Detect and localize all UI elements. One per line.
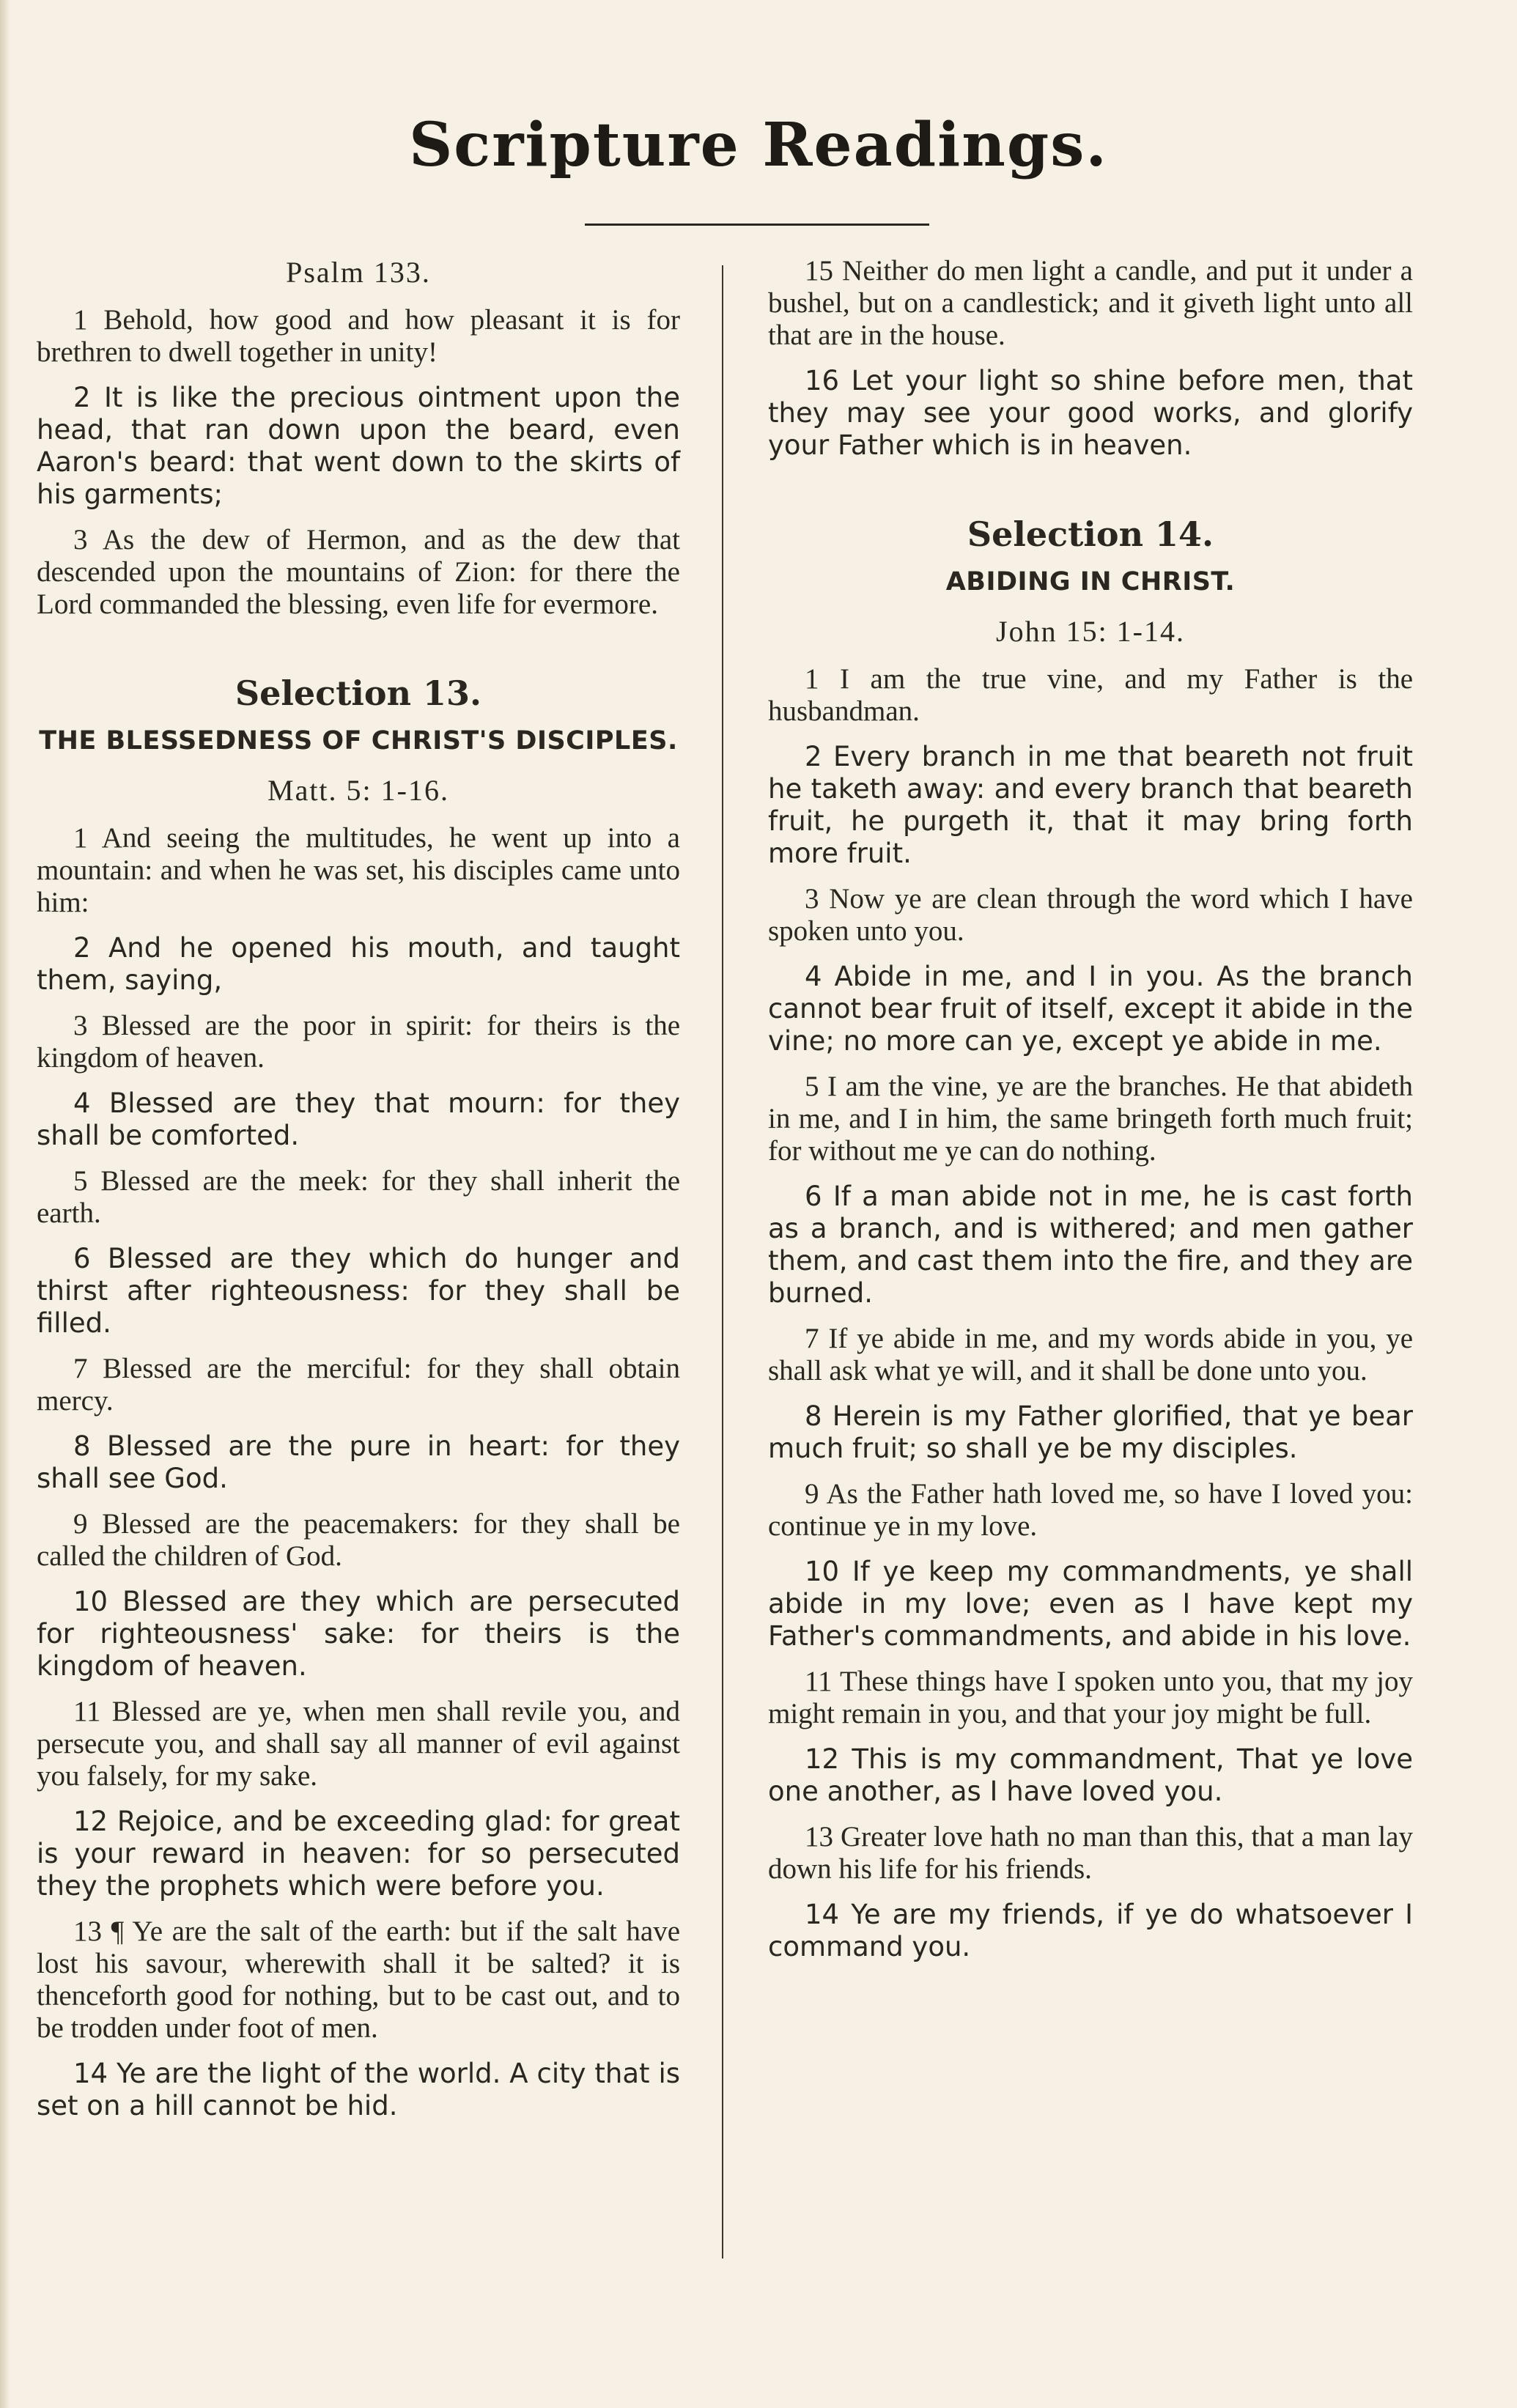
verse-number: 8: [805, 1400, 822, 1432]
verse-text: Let your light so shine before men, that they may see your good works, and glorify your Father which is in heaven.: [768, 365, 1413, 461]
verse: [37, 1430, 680, 1495]
verse-number: 3: [73, 524, 88, 555]
verse-number: 11: [73, 1696, 101, 1727]
verse-text: Blessed are the meek: for they shall inherit the earth.: [37, 1165, 680, 1229]
column-divider: [722, 265, 723, 2259]
verse-number: 4: [73, 1087, 91, 1119]
verse: [768, 1323, 1413, 1387]
verse-text: Abide in me, and I in you. As the branch cannot bear fruit of itself, except it abide in the vine; no more can ye, except ye abide in me.: [768, 961, 1413, 1057]
title-rule: [585, 224, 929, 226]
page-edge-shadow: [0, 0, 10, 2408]
verse-number: 2: [73, 932, 91, 964]
verse-text: Blessed are the poor in spirit: for theirs is the kingdom of heaven.: [37, 1010, 681, 1074]
verse-number: 3: [805, 883, 819, 915]
verse: [768, 365, 1413, 462]
verse: [768, 1899, 1413, 1963]
verse: [768, 1821, 1413, 1886]
verse: [768, 255, 1413, 352]
verse-text: These things have I spoken unto you, that my joy might remain in you, and that your joy might be full.: [768, 1666, 1413, 1729]
verse-text: Herein is my Father glorified, that ye bear much fruit; so shall ye be my disciples.: [768, 1400, 1413, 1464]
verse-number: 1: [805, 663, 819, 695]
verse-number: 1: [73, 304, 88, 336]
verse: [37, 1087, 680, 1152]
verse-text: If ye abide in me, and my words abide in you, ye shall ask what ye will, and it shall be done unto you.: [768, 1323, 1414, 1386]
verse-text: Behold, how good and how pleasant it is for brethren to dwell together in unity!: [37, 304, 681, 368]
verse-number: 6: [805, 1181, 822, 1212]
selection-14-verses: [768, 663, 1413, 1963]
verse-text: It is like the precious ointment upon the head, that ran down upon the beard, even Aaron's beard: that went down to the skirts of his garments;: [37, 382, 680, 510]
selection-13-title: Selection 13.: [235, 673, 482, 713]
selection-13-verses-continued: [768, 255, 1413, 462]
selection-13-reference: Matt. 5: 1-16.: [267, 774, 449, 807]
verse: [768, 1071, 1413, 1167]
verse-text: Blessed are the merciful: for they shall obtain mercy.: [37, 1353, 680, 1417]
verse-number: 5: [73, 1165, 88, 1197]
verse-number: 9: [73, 1508, 88, 1540]
verse: [37, 1696, 680, 1792]
verse-text: Blessed are they which are persecuted for righteousness' sake: for theirs is the kingdom of heaven.: [37, 1586, 681, 1682]
verse: [37, 1243, 680, 1340]
verse-number: 5: [805, 1071, 819, 1102]
verse-number: 14: [73, 2058, 108, 2089]
verse: [768, 961, 1413, 1057]
verse: [37, 304, 680, 369]
verse-number: 7: [73, 1353, 88, 1384]
psalm-verses: [37, 304, 680, 621]
verse-number: 2: [805, 741, 822, 772]
verse-text: Blessed are they which do hunger and thirst after righteousness: for they shall be filled.: [37, 1243, 680, 1339]
verse: [37, 1586, 680, 1683]
verse: [768, 883, 1413, 948]
verse-number: 12: [73, 1806, 108, 1837]
verse: [768, 1478, 1413, 1543]
verse: [37, 1508, 680, 1573]
verse: [37, 2058, 680, 2122]
verse-number: 3: [73, 1010, 88, 1041]
verse: [768, 1556, 1413, 1652]
selection-14-subtitle: ABIDING IN CHRIST.: [945, 567, 1236, 597]
verse: [37, 1010, 680, 1074]
verse-text: This is my commandment, That ye love one another, as I have loved you.: [768, 1743, 1414, 1807]
verse: [768, 1181, 1413, 1310]
verse-text: Neither do men light a candle, and put it under a bushel, but on a candlestick; and it giveth light unto all that are in the house.: [768, 255, 1413, 351]
verse-text: ¶ Ye are the salt of the earth: but if the salt have lost his savour, wherewith shall it be salted? it is thenceforth good for nothing, but to be cast out, and to be trodden under foot of men.: [37, 1916, 681, 2044]
verse: [37, 1916, 680, 2045]
verse: [768, 1743, 1413, 1808]
verse-text: Blessed are the peacemakers: for they shall be called the children of God.: [37, 1508, 680, 1572]
selection-14-title: Selection 14.: [967, 514, 1214, 554]
verse-number: 15: [805, 255, 833, 287]
selection-14-reference: John 15: 1-14.: [996, 615, 1185, 648]
verse: [37, 382, 680, 511]
verse-number: 4: [805, 961, 822, 992]
verse-text: As the Father hath loved me, so have I loved you: continue ye in my love.: [768, 1478, 1413, 1542]
verse: [768, 741, 1413, 870]
verse-text: Ye are the light of the world. A city that is set on a hill cannot be hid.: [37, 2058, 680, 2121]
verse-text: Ye are my friends, if ye do whatsoever I command you.: [768, 1899, 1413, 1962]
verse-text: If ye keep my commandments, ye shall abide in my love; even as I have kept my Father's commandments, and abide in his love.: [768, 1556, 1414, 1652]
verse: [37, 1353, 680, 1417]
psalm-reference: Psalm 133.: [286, 256, 431, 289]
verse-number: 13: [805, 1821, 833, 1853]
verse: [37, 822, 680, 919]
verse-number: 11: [805, 1666, 833, 1697]
selection-13-subtitle: THE BLESSEDNESS OF CHRIST'S DISCIPLES.: [39, 726, 678, 756]
right-column: [768, 255, 1413, 1976]
verse-text: I am the true vine, and my Father is the husbandman.: [768, 663, 1413, 727]
verse-number: 9: [805, 1478, 819, 1510]
verse: [768, 663, 1413, 728]
verse-text: And seeing the multitudes, he went up into a mountain: and when he was set, his disciples came unto him:: [37, 822, 680, 918]
verse-text: Greater love hath no man than this, that a man lay down his life for his friends.: [768, 1821, 1413, 1885]
verse-text: Every branch in me that beareth not fruit he taketh away: and every branch that beareth fruit, he purgeth it, that it may bring forth more fruit.: [768, 741, 1413, 869]
verse: [37, 932, 680, 997]
verse-text: Blessed are ye, when men shall revile you, and persecute you, and shall say all manner of evil against you falsely, for my sake.: [37, 1696, 681, 1792]
verse-number: 2: [73, 382, 91, 413]
verse-number: 13: [73, 1916, 102, 1947]
verse-number: 12: [805, 1743, 840, 1775]
verse-number: 8: [73, 1430, 91, 1462]
verse-text: Blessed are the pure in heart: for they shall see God.: [37, 1430, 681, 1494]
verse-number: 14: [805, 1899, 840, 1930]
verse-text: Blessed are they that mourn: for they shall be comforted.: [37, 1087, 681, 1151]
verse-text: As the dew of Hermon, and as the dew that descended upon the mountains of Zion: for there the Lord commanded the blessing, even life for evermore.: [37, 524, 680, 620]
verse-text: Rejoice, and be exceeding glad: for great is your reward in heaven: for so persecuted they the prophets which were before you.: [37, 1806, 680, 1902]
verse-text: Now ye are clean through the word which I have spoken unto you.: [768, 883, 1413, 947]
page-title: Scripture Readings.: [409, 110, 1108, 180]
verse: [768, 1400, 1413, 1465]
left-column: [37, 255, 680, 2135]
verse: [37, 1165, 680, 1230]
verse-number: 16: [805, 365, 840, 396]
verse-number: 6: [73, 1243, 91, 1274]
verse-number: 10: [805, 1556, 840, 1587]
verse-text: I am the vine, ye are the branches. He that abideth in me, and I in him, the same bringeth forth much fruit; for without me ye can do nothing.: [768, 1071, 1414, 1167]
verse: [37, 524, 680, 621]
verse: [37, 1806, 680, 1902]
verse-text: If a man abide not in me, he is cast forth as a branch, and is withered; and men gather them, and cast them into the fire, and they are burned.: [768, 1181, 1414, 1309]
selection-13-verses: [37, 822, 680, 2122]
verse-number: 1: [73, 822, 88, 854]
verse: [768, 1666, 1413, 1730]
verse-number: 7: [805, 1323, 819, 1354]
verse-number: 10: [73, 1586, 108, 1617]
verse-text: And he opened his mouth, and taught them, saying,: [37, 932, 681, 996]
